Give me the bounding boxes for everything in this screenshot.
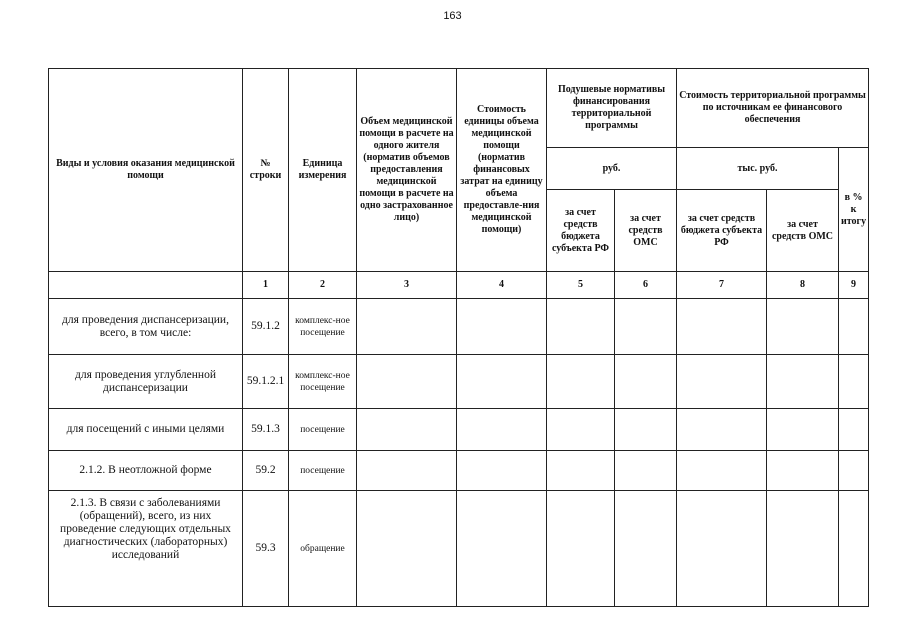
value-cell [839, 491, 869, 607]
value-cell [615, 451, 677, 491]
value-cell [839, 409, 869, 451]
value-cell [457, 355, 547, 409]
row-label: 2.1.3. В связи с заболеваниями (обращений), всего, из них проведение следующих отдельных диагностических (лабораторных) исследований [49, 491, 243, 607]
value-cell [357, 299, 457, 355]
row-code: 59.1.3 [243, 409, 289, 451]
value-cell [839, 451, 869, 491]
header-thousand-rub: тыс. руб. [677, 148, 839, 190]
header-type: Виды и условия оказания медицинской помощи [49, 69, 243, 272]
value-cell [547, 299, 615, 355]
value-cell [677, 451, 767, 491]
row-label: для проведения углубленной диспансеризации [49, 355, 243, 409]
value-cell [767, 299, 839, 355]
table-row [49, 355, 869, 409]
header-budget-rub: за счет средств бюджета субъекта РФ [547, 190, 615, 272]
header-unit-cost: Стоимость единицы объема медицинской помощи (норматив финансовых затрат на единицу объема предоставле-ния медицинской помощи) [457, 69, 547, 272]
header-percapita-group: Подушевые нормативы финансирования территориальной программы [547, 69, 677, 148]
row-code: 59.1.2 [243, 299, 289, 355]
header-budget-thousand: за счет средств бюджета субъекта РФ [677, 190, 767, 272]
value-cell [547, 451, 615, 491]
value-cell [357, 355, 457, 409]
header-volume: Объем медицинской помощи в расчете на одного жителя (норматив объемов предоставления медицинской помощи в расчете на одно застрахованное лицо) [357, 69, 457, 272]
header-oms-rub: за счет средств ОМС [615, 190, 677, 272]
value-cell [357, 409, 457, 451]
column-number: 3 [357, 272, 457, 299]
value-cell [767, 451, 839, 491]
value-cell [839, 299, 869, 355]
row-label: для проведения диспансеризации, всего, в том числе: [49, 299, 243, 355]
row-label: 2.1.2. В неотложной форме [49, 451, 243, 491]
value-cell [457, 299, 547, 355]
value-cell [767, 409, 839, 451]
row-code: 59.2 [243, 451, 289, 491]
column-number: 6 [615, 272, 677, 299]
value-cell [457, 409, 547, 451]
table-row [49, 409, 869, 451]
value-cell [677, 299, 767, 355]
value-cell [839, 355, 869, 409]
column-number: 5 [547, 272, 615, 299]
value-cell [767, 355, 839, 409]
column-number: 4 [457, 272, 547, 299]
table-row [49, 491, 869, 607]
value-cell [357, 491, 457, 607]
row-label: для посещений с иными целями [49, 409, 243, 451]
value-cell [457, 491, 547, 607]
header-unit: Единица измерения [289, 69, 357, 272]
budget-table [48, 68, 869, 607]
value-cell [357, 451, 457, 491]
column-number: 7 [677, 272, 767, 299]
value-cell [615, 409, 677, 451]
table-row [49, 451, 869, 491]
value-cell [547, 355, 615, 409]
column-number: 8 [767, 272, 839, 299]
column-number: 1 [243, 272, 289, 299]
value-cell [547, 491, 615, 607]
column-number-row [49, 272, 869, 299]
header-percent: в % к итогу [839, 148, 869, 272]
header-sources-group: Стоимость территориальной программы по источникам ее финансового обеспечения [677, 69, 869, 148]
row-unit: комплекс-ное посещение [289, 299, 357, 355]
header-oms-thousand: за счет средств ОМС [767, 190, 839, 272]
value-cell [677, 409, 767, 451]
value-cell [615, 355, 677, 409]
row-code: 59.1.2.1 [243, 355, 289, 409]
value-cell [677, 491, 767, 607]
page-number: 163 [443, 10, 462, 22]
row-code: 59.3 [243, 491, 289, 607]
value-cell [677, 355, 767, 409]
row-unit: посещение [289, 409, 357, 451]
value-cell [547, 409, 615, 451]
value-cell [767, 491, 839, 607]
value-cell [615, 491, 677, 607]
row-unit: посещение [289, 451, 357, 491]
header-row-number: № строки [243, 69, 289, 272]
column-number: 9 [839, 272, 869, 299]
value-cell [457, 451, 547, 491]
row-unit: комплекс-ное посещение [289, 355, 357, 409]
header-rub: руб. [547, 148, 677, 190]
value-cell [615, 299, 677, 355]
row-unit: обращение [289, 491, 357, 607]
column-number: 2 [289, 272, 357, 299]
table-row [49, 299, 869, 355]
